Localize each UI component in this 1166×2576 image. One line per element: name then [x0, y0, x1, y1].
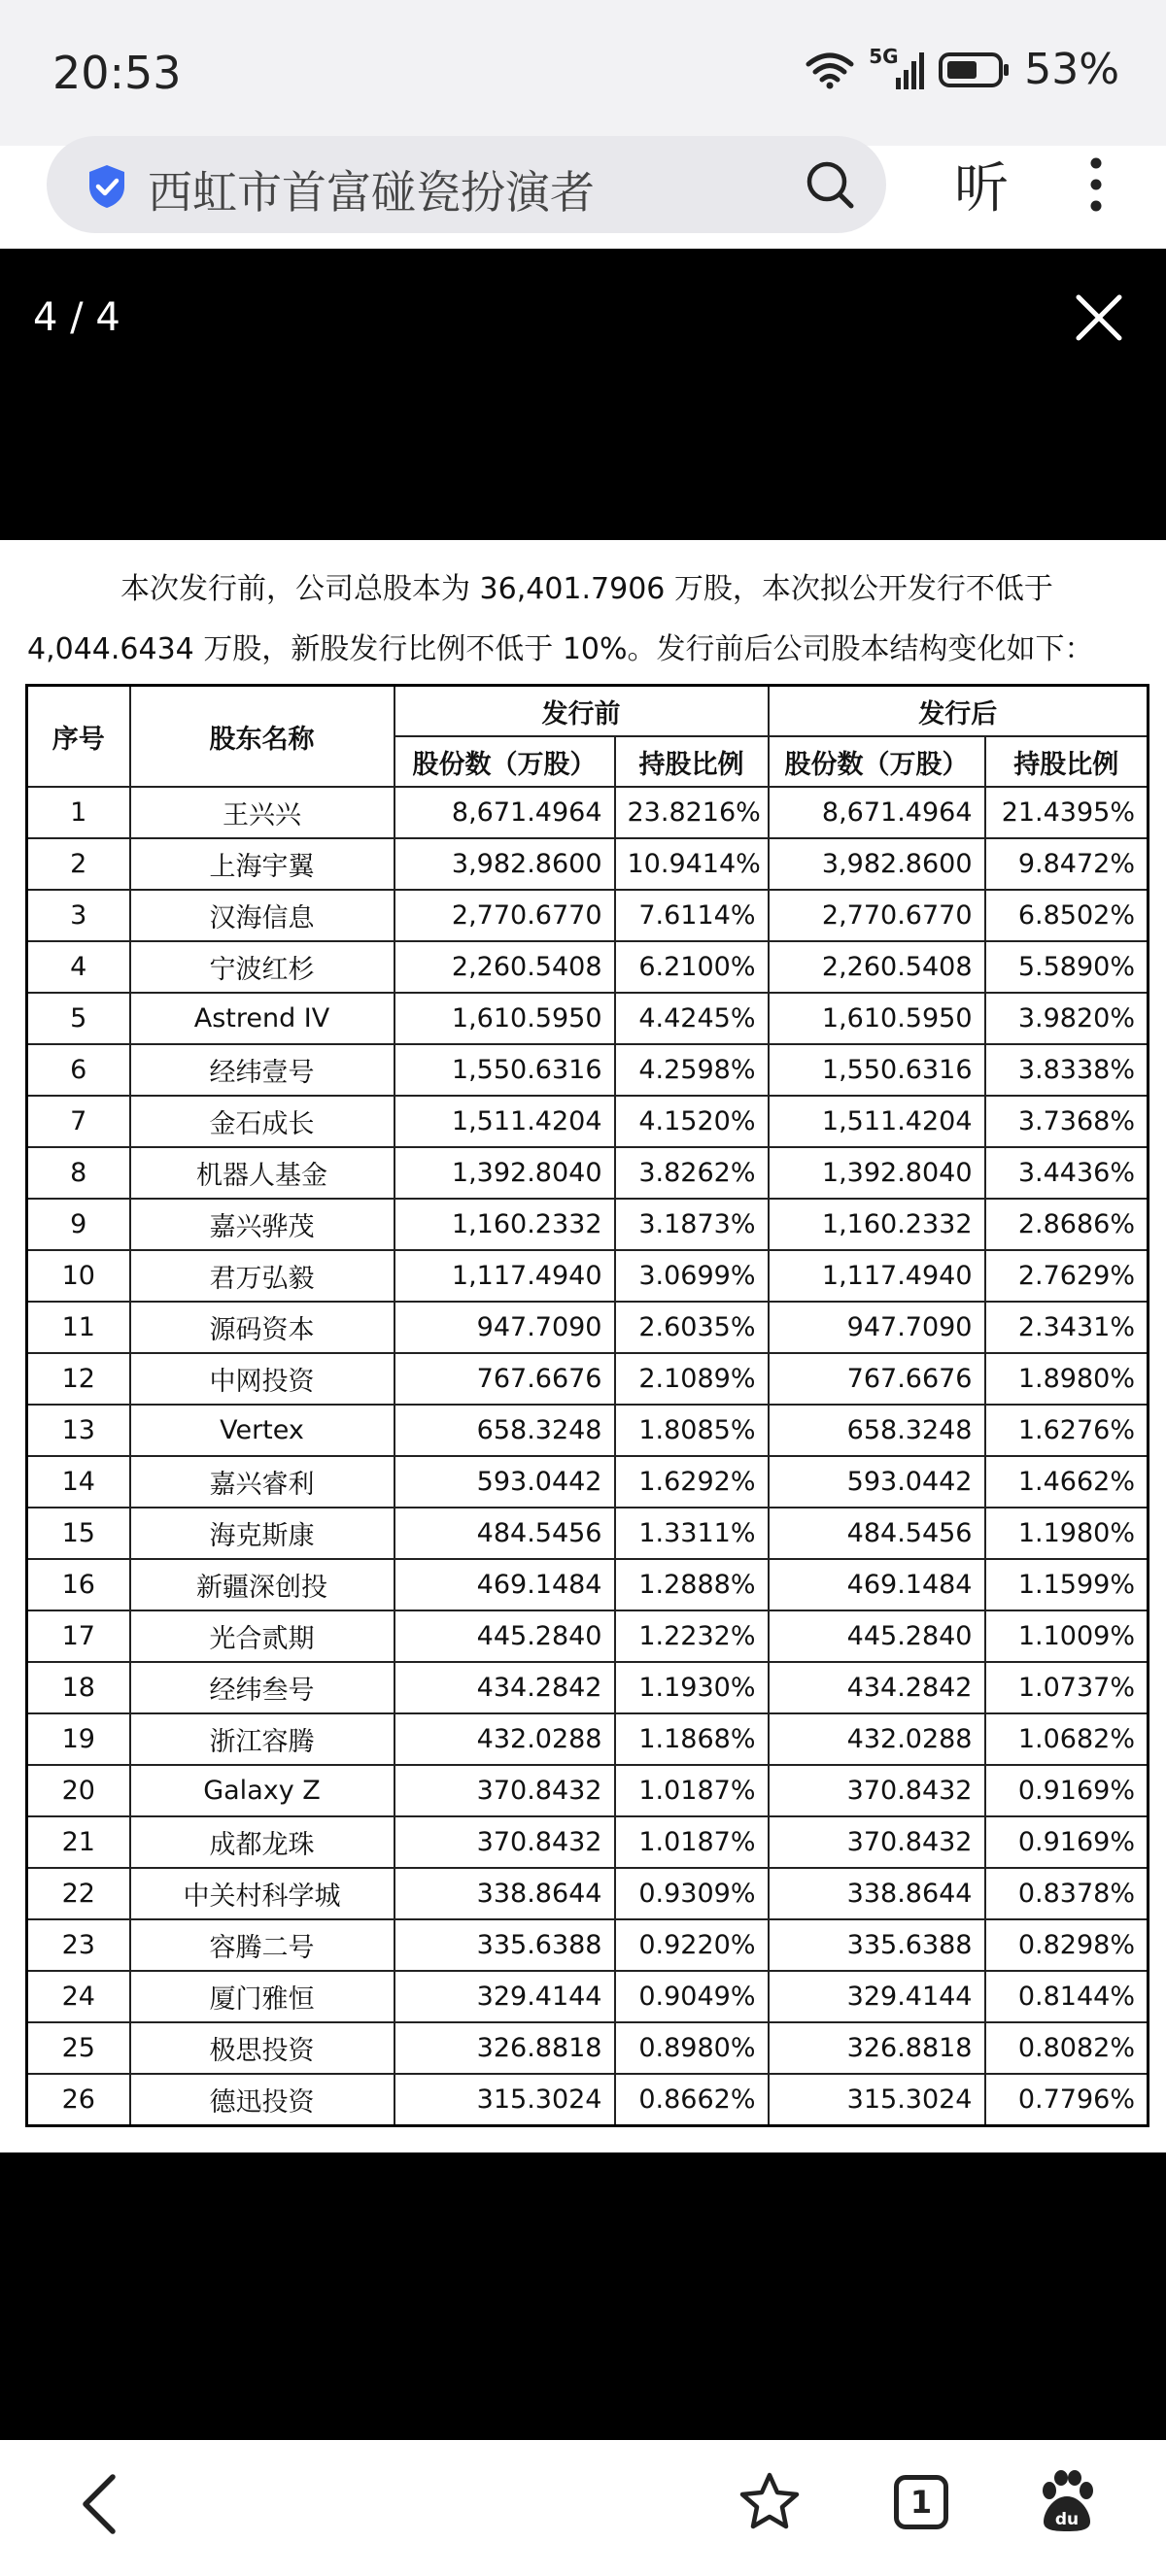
table-row: [27, 1044, 1149, 1096]
cell-shares-after: 1,610.5950: [769, 993, 985, 1044]
cell-ratio-after: 1.0737%: [985, 1662, 1149, 1713]
cell-seq: 7: [27, 1096, 130, 1147]
table-row: [27, 787, 1149, 838]
cell-seq: 13: [27, 1405, 130, 1456]
table-row: [27, 1250, 1149, 1302]
cell-shares-before: 1,550.6316: [394, 1044, 615, 1096]
cell-name: 德迅投资: [130, 2074, 394, 2126]
header-ratio-after: 持股比例: [985, 736, 1149, 787]
cell-shares-before: 326.8818: [394, 2022, 615, 2074]
cell-ratio-before: 0.9309%: [615, 1868, 769, 1919]
header-shares-before: 股份数（万股）: [394, 736, 615, 787]
cell-shares-after: 1,392.8040: [769, 1147, 985, 1199]
table-row: [27, 1199, 1149, 1250]
table-row: [27, 1971, 1149, 2022]
cell-name: 中网投资: [130, 1353, 394, 1405]
cell-shares-before: 8,671.4964: [394, 787, 615, 838]
battery-percent: 53%: [1024, 45, 1119, 94]
cell-shares-after: 484.5456: [769, 1508, 985, 1559]
baidu-paw-icon[interactable]: [1038, 2469, 1096, 2533]
cell-ratio-after: 2.3431%: [985, 1302, 1149, 1353]
cell-ratio-before: 0.9220%: [615, 1919, 769, 1971]
document-image: [0, 540, 1166, 2152]
cell-shares-before: 3,982.8600: [394, 838, 615, 890]
cell-ratio-before: 1.2232%: [615, 1610, 769, 1662]
cell-ratio-after: 1.1599%: [985, 1559, 1149, 1610]
intro-paragraph: [27, 559, 1135, 680]
cell-seq: 6: [27, 1044, 130, 1096]
cell-shares-before: 1,610.5950: [394, 993, 615, 1044]
cell-shares-after: 2,260.5408: [769, 941, 985, 993]
cell-name: 中关村科学城: [130, 1868, 394, 1919]
cell-signal-icon: [869, 44, 925, 91]
cell-shares-after: 947.7090: [769, 1302, 985, 1353]
shareholding-table: [25, 684, 1149, 2127]
table-row: [27, 2022, 1149, 2074]
cell-name: 金石成长: [130, 1096, 394, 1147]
cell-name: 光合贰期: [130, 1610, 394, 1662]
cell-seq: 1: [27, 787, 130, 838]
cell-name: 嘉兴骅茂: [130, 1199, 394, 1250]
svg-text:du: du: [1054, 2510, 1080, 2529]
cell-ratio-before: 4.4245%: [615, 993, 769, 1044]
cell-ratio-before: 4.2598%: [615, 1044, 769, 1096]
cell-name: Astrend IV: [130, 993, 394, 1044]
cell-shares-after: 658.3248: [769, 1405, 985, 1456]
cell-seq: 2: [27, 838, 130, 890]
paragraph-line-1: 本次发行前，公司总股本为 36,401.7906 万股，本次拟公开发行不低于: [120, 572, 1053, 606]
search-bar[interactable]: [47, 136, 886, 233]
search-query[interactable]: 西虹市首富碰瓷扮演者: [148, 166, 595, 219]
cell-ratio-after: 1.4662%: [985, 1456, 1149, 1508]
cell-name: 厦门雅恒: [130, 1971, 394, 2022]
cell-ratio-before: 1.1868%: [615, 1713, 769, 1765]
cell-seq: 25: [27, 2022, 130, 2074]
cell-seq: 3: [27, 890, 130, 941]
cell-ratio-before: 1.8085%: [615, 1405, 769, 1456]
cell-shares-after: 338.8644: [769, 1868, 985, 1919]
header-after: 发行后: [769, 686, 1149, 737]
bottom-nav: [0, 2440, 1166, 2576]
status-bar: [0, 0, 1166, 220]
cell-shares-before: 947.7090: [394, 1302, 615, 1353]
cell-shares-after: 335.6388: [769, 1919, 985, 1971]
cell-name: 极思投资: [130, 2022, 394, 2074]
cell-seq: 19: [27, 1713, 130, 1765]
cell-shares-after: 370.8432: [769, 1765, 985, 1816]
cell-ratio-before: 7.6114%: [615, 890, 769, 941]
cell-shares-after: 1,550.6316: [769, 1044, 985, 1096]
cell-ratio-before: 1.0187%: [615, 1765, 769, 1816]
cell-shares-before: 658.3248: [394, 1405, 615, 1456]
cell-seq: 16: [27, 1559, 130, 1610]
table-row: [27, 1713, 1149, 1765]
cell-ratio-after: 0.9169%: [985, 1765, 1149, 1816]
cell-shares-after: 445.2840: [769, 1610, 985, 1662]
shield-icon: [86, 163, 128, 210]
cell-shares-after: 8,671.4964: [769, 787, 985, 838]
cell-ratio-after: 21.4395%: [985, 787, 1149, 838]
table-header-row: [27, 686, 1149, 737]
bookmark-star-icon[interactable]: [738, 2471, 801, 2531]
viewer-header: [0, 249, 1166, 540]
listen-button[interactable]: 听: [954, 157, 1009, 220]
cell-shares-before: 370.8432: [394, 1816, 615, 1868]
cell-ratio-before: 3.8262%: [615, 1147, 769, 1199]
cell-shares-after: 432.0288: [769, 1713, 985, 1765]
cell-ratio-before: 10.9414%: [615, 838, 769, 890]
cell-shares-after: 1,511.4204: [769, 1096, 985, 1147]
cell-shares-after: 329.4144: [769, 1971, 985, 2022]
cell-ratio-after: 9.8472%: [985, 838, 1149, 890]
cell-ratio-after: 1.6276%: [985, 1405, 1149, 1456]
cell-ratio-before: 23.8216%: [615, 787, 769, 838]
cell-ratio-after: 3.7368%: [985, 1096, 1149, 1147]
cell-ratio-after: 3.4436%: [985, 1147, 1149, 1199]
cell-ratio-before: 0.8662%: [615, 2074, 769, 2126]
cell-shares-before: 1,117.4940: [394, 1250, 615, 1302]
cell-shares-before: 1,392.8040: [394, 1147, 615, 1199]
cell-shares-after: 3,982.8600: [769, 838, 985, 890]
cell-ratio-before: 3.1873%: [615, 1199, 769, 1250]
cell-ratio-before: 2.1089%: [615, 1353, 769, 1405]
cell-shares-before: 2,770.6770: [394, 890, 615, 941]
cell-name: 王兴兴: [130, 787, 394, 838]
cell-seq: 5: [27, 993, 130, 1044]
cell-seq: 14: [27, 1456, 130, 1508]
cell-seq: 21: [27, 1816, 130, 1868]
cell-ratio-before: 0.9049%: [615, 1971, 769, 2022]
cell-ratio-after: 2.8686%: [985, 1199, 1149, 1250]
cell-name: 君万弘毅: [130, 1250, 394, 1302]
status-icons: [805, 45, 1119, 94]
table-row: [27, 941, 1149, 993]
cell-ratio-before: 1.1930%: [615, 1662, 769, 1713]
header-ratio-before: 持股比例: [615, 736, 769, 787]
status-time: 20:53: [52, 47, 182, 99]
cell-name: Vertex: [130, 1405, 394, 1456]
cell-name: 宁波红杉: [130, 941, 394, 993]
cell-ratio-before: 4.1520%: [615, 1096, 769, 1147]
search-icon[interactable]: [805, 159, 855, 210]
cell-name: 浙江容腾: [130, 1713, 394, 1765]
cell-name: 源码资本: [130, 1302, 394, 1353]
cell-shares-before: 338.8644: [394, 1868, 615, 1919]
cell-ratio-after: 0.8378%: [985, 1868, 1149, 1919]
cell-name: 经纬叁号: [130, 1662, 394, 1713]
cell-seq: 9: [27, 1199, 130, 1250]
table-row: [27, 838, 1149, 890]
cell-shares-before: 432.0288: [394, 1713, 615, 1765]
cell-ratio-after: 0.8082%: [985, 2022, 1149, 2074]
cell-shares-after: 326.8818: [769, 2022, 985, 2074]
image-counter: 4 / 4: [33, 295, 120, 340]
cell-shares-before: 1,160.2332: [394, 1199, 615, 1250]
cell-shares-after: 469.1484: [769, 1559, 985, 1610]
table-row: [27, 1405, 1149, 1456]
cell-seq: 4: [27, 941, 130, 993]
battery-icon: [939, 51, 1011, 88]
cell-shares-after: 767.6676: [769, 1353, 985, 1405]
cell-name: 汉海信息: [130, 890, 394, 941]
paragraph-line-2: 4,044.6434 万股，新股发行比例不低于 10%。发行前后公司股本结构变化如下：: [27, 632, 1094, 666]
cell-seq: 18: [27, 1662, 130, 1713]
cell-seq: 15: [27, 1508, 130, 1559]
cell-shares-before: 335.6388: [394, 1919, 615, 1971]
cell-ratio-before: 3.0699%: [615, 1250, 769, 1302]
cell-name: 嘉兴睿利: [130, 1456, 394, 1508]
cell-ratio-after: 0.7796%: [985, 2074, 1149, 2126]
header-name: 股东名称: [130, 686, 394, 788]
cell-name: Galaxy Z: [130, 1765, 394, 1816]
cell-ratio-before: 1.3311%: [615, 1508, 769, 1559]
cell-ratio-after: 1.1980%: [985, 1508, 1149, 1559]
table-row: [27, 1559, 1149, 1610]
cell-seq: 20: [27, 1765, 130, 1816]
cell-shares-after: 370.8432: [769, 1816, 985, 1868]
cell-seq: 12: [27, 1353, 130, 1405]
cell-shares-after: 434.2842: [769, 1662, 985, 1713]
table-row: [27, 1147, 1149, 1199]
cell-shares-before: 484.5456: [394, 1508, 615, 1559]
cell-shares-before: 370.8432: [394, 1765, 615, 1816]
cell-ratio-after: 0.8298%: [985, 1919, 1149, 1971]
header-shares-after: 股份数（万股）: [769, 736, 985, 787]
table-row: [27, 1816, 1149, 1868]
table-row: [27, 1765, 1149, 1816]
header-before: 发行前: [394, 686, 769, 737]
header-seq: 序号: [27, 686, 130, 788]
cell-name: 上海宇翼: [130, 838, 394, 890]
close-icon[interactable]: [1075, 293, 1123, 342]
table-row: [27, 1919, 1149, 1971]
wifi-icon: [805, 51, 855, 89]
cell-name: 海克斯康: [130, 1508, 394, 1559]
table-row: [27, 1868, 1149, 1919]
cell-ratio-before: 1.0187%: [615, 1816, 769, 1868]
cell-seq: 22: [27, 1868, 130, 1919]
cell-name: 容腾二号: [130, 1919, 394, 1971]
cell-shares-before: 1,511.4204: [394, 1096, 615, 1147]
cell-seq: 8: [27, 1147, 130, 1199]
table-row: [27, 890, 1149, 941]
cell-seq: 10: [27, 1250, 130, 1302]
cell-shares-before: 469.1484: [394, 1559, 615, 1610]
cell-ratio-after: 3.8338%: [985, 1044, 1149, 1096]
cell-ratio-before: 0.8980%: [615, 2022, 769, 2074]
cell-shares-before: 445.2840: [394, 1610, 615, 1662]
more-menu-icon[interactable]: [1086, 155, 1106, 214]
cell-shares-after: 1,160.2332: [769, 1199, 985, 1250]
cell-name: 机器人基金: [130, 1147, 394, 1199]
cell-ratio-before: 1.2888%: [615, 1559, 769, 1610]
cell-seq: 24: [27, 1971, 130, 2022]
network-type: 5G: [869, 44, 899, 68]
table-row: [27, 1096, 1149, 1147]
cell-ratio-after: 6.8502%: [985, 890, 1149, 941]
table-row: [27, 1456, 1149, 1508]
cell-shares-before: 434.2842: [394, 1662, 615, 1713]
cell-shares-after: 315.3024: [769, 2074, 985, 2126]
cell-ratio-after: 1.8980%: [985, 1353, 1149, 1405]
cell-ratio-before: 1.6292%: [615, 1456, 769, 1508]
cell-shares-after: 2,770.6770: [769, 890, 985, 941]
table-row: [27, 1353, 1149, 1405]
cell-seq: 11: [27, 1302, 130, 1353]
cell-ratio-after: 1.1009%: [985, 1610, 1149, 1662]
cell-ratio-after: 2.7629%: [985, 1250, 1149, 1302]
table-row: [27, 1662, 1149, 1713]
cell-ratio-before: 2.6035%: [615, 1302, 769, 1353]
table-row: [27, 1508, 1149, 1559]
cell-shares-before: 593.0442: [394, 1456, 615, 1508]
cell-shares-after: 593.0442: [769, 1456, 985, 1508]
table-row: [27, 1302, 1149, 1353]
cell-seq: 23: [27, 1919, 130, 1971]
cell-shares-before: 767.6676: [394, 1353, 615, 1405]
table-row: [27, 1610, 1149, 1662]
cell-seq: 26: [27, 2074, 130, 2126]
table-row: [27, 2074, 1149, 2126]
cell-ratio-after: 3.9820%: [985, 993, 1149, 1044]
cell-shares-before: 2,260.5408: [394, 941, 615, 993]
cell-ratio-after: 0.9169%: [985, 1816, 1149, 1868]
cell-name: 成都龙珠: [130, 1816, 394, 1868]
cell-ratio-after: 5.5890%: [985, 941, 1149, 993]
tabs-count-button[interactable]: 1: [894, 2475, 948, 2529]
cell-seq: 17: [27, 1610, 130, 1662]
cell-shares-before: 329.4144: [394, 1971, 615, 2022]
cell-name: 经纬壹号: [130, 1044, 394, 1096]
cell-shares-before: 315.3024: [394, 2074, 615, 2126]
cell-ratio-after: 1.0682%: [985, 1713, 1149, 1765]
table-row: [27, 993, 1149, 1044]
cell-name: 新疆深创投: [130, 1559, 394, 1610]
viewer-footer: [0, 2152, 1166, 2440]
cell-ratio-before: 6.2100%: [615, 941, 769, 993]
cell-shares-after: 1,117.4940: [769, 1250, 985, 1302]
cell-ratio-after: 0.8144%: [985, 1971, 1149, 2022]
back-icon[interactable]: [78, 2473, 120, 2535]
